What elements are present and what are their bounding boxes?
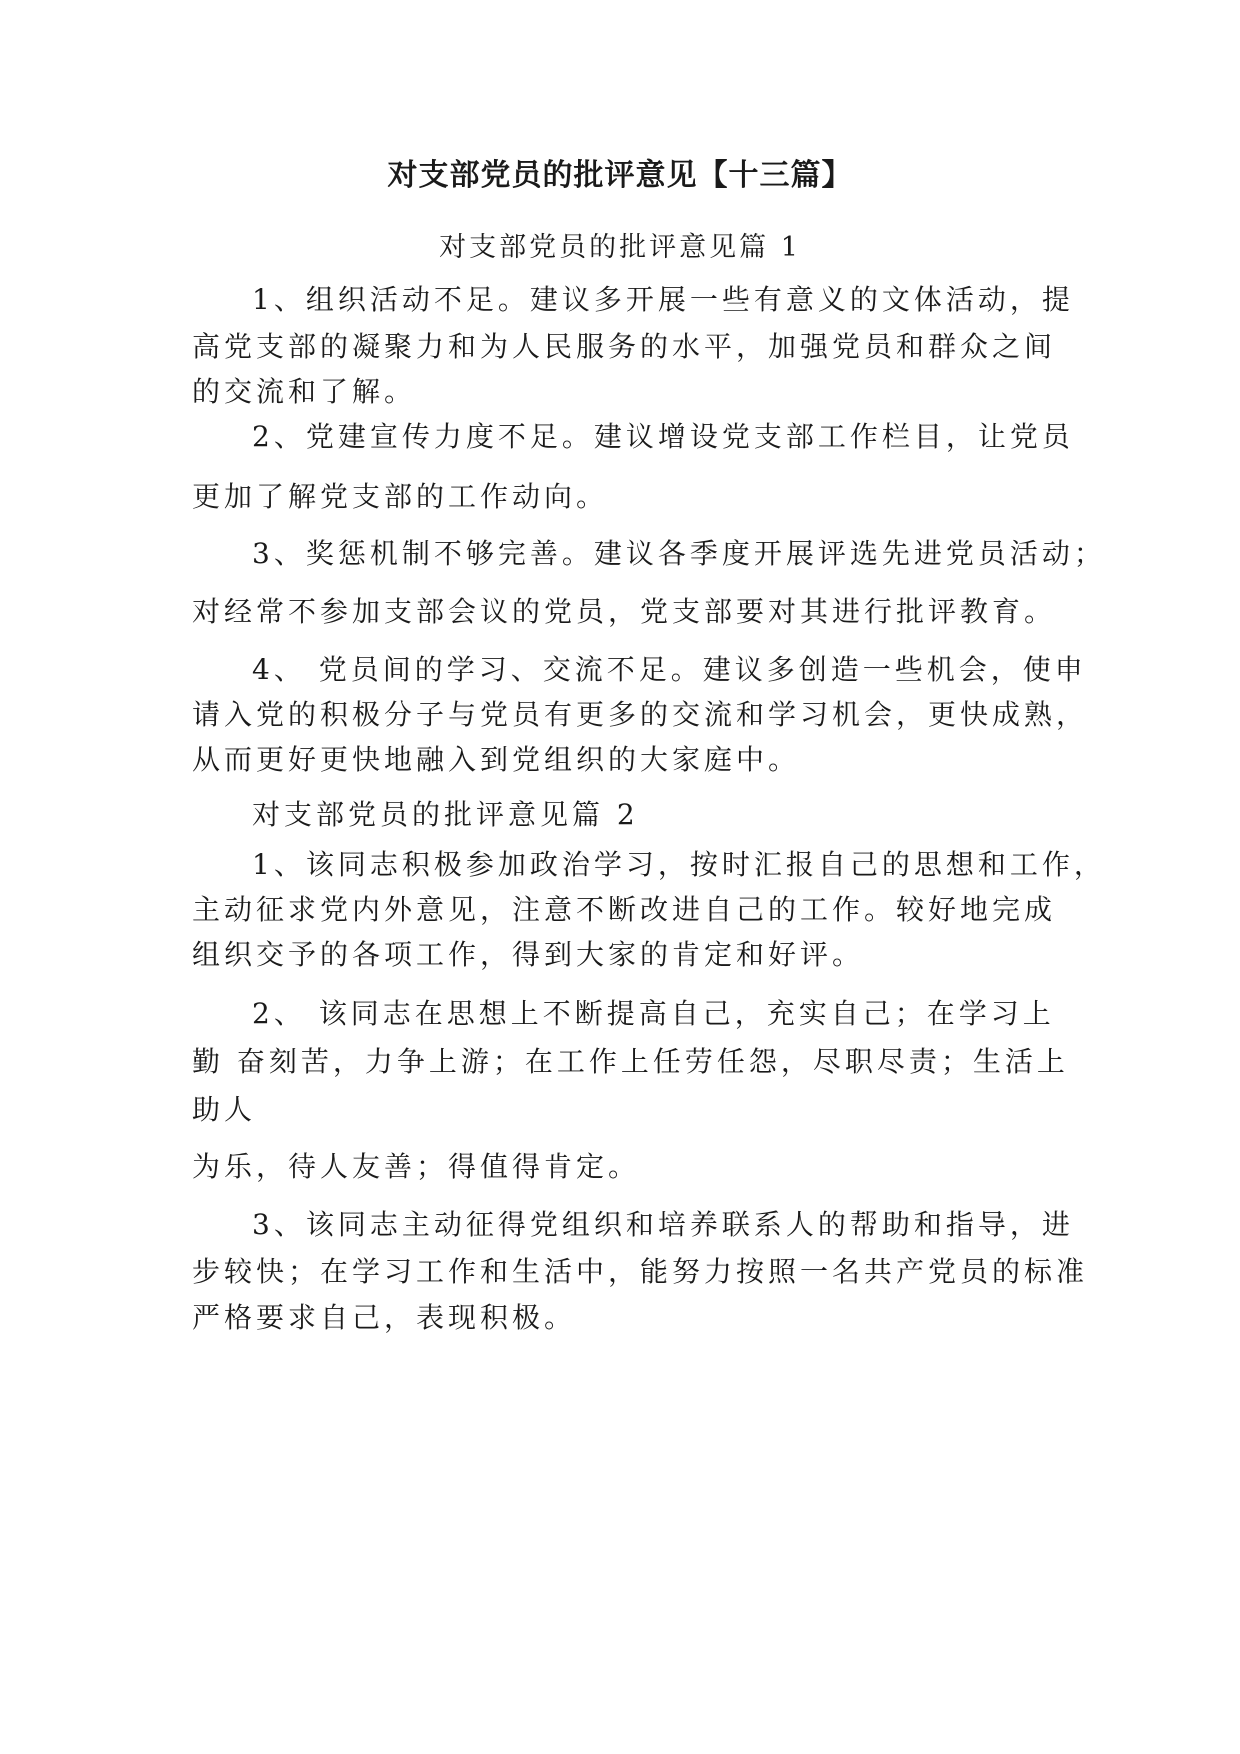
paragraph-line: 对经常不参加支部会议的党员，党支部要对其进行批评教育。 [192,595,1057,628]
paragraph-line: 助人 [192,1093,257,1126]
section-heading-1: 对支部党员的批评意见篇 1 [439,232,801,263]
paragraph-line: 严格要求自己，表现积极。 [192,1301,577,1334]
paragraph-line: 步较快；在学习工作和生活中，能努力按照一名共产党员的标准 [192,1255,1089,1288]
paragraph-line: 4、 党员间的学习、交流不足。建议多创造一些机会，使申 [252,653,1087,686]
paragraph-line: 1、该同志积极参加政治学习，按时汇报自己的思想和工作， [252,848,1106,881]
paragraph-line: 组织交予的各项工作，得到大家的肯定和好评。 [192,938,865,971]
paragraph-line: 3、该同志主动征得党组织和培养联系人的帮助和指导，进 [252,1208,1074,1241]
paragraph-line: 从而更好更快地融入到党组织的大家庭中。 [192,743,801,776]
section-heading-2: 对支部党员的批评意见篇 2 [252,798,639,831]
paragraph-line: 主动征求党内外意见，注意不断改进自己的工作。较好地完成 [192,893,1057,926]
paragraph-line: 更加了解党支部的工作动向。 [192,480,609,513]
paragraph-line: 为乐，待人友善；得值得肯定。 [192,1150,641,1183]
paragraph-line: 3、奖惩机制不够完善。建议各季度开展评选先进党员活动； [252,537,1106,570]
paragraph-line: 2、党建宣传力度不足。建议增设党支部工作栏目，让党员 [252,420,1074,453]
paragraph-line: 的交流和了解。 [192,375,417,408]
paragraph-line: 2、 该同志在思想上不断提高自己，充实自己；在学习上 [252,997,1055,1030]
document-title: 对支部党员的批评意见【十三篇】 [387,158,853,193]
paragraph-line: 1、组织活动不足。建议多开展一些有意义的文体活动，提 [252,283,1074,316]
paragraph-line: 请入党的积极分子与党员有更多的交流和学习机会，更快成熟， [192,698,1089,731]
paragraph-line: 勤 奋刻苦，力争上游；在工作上任劳任怨，尽职尽责；生活上 [192,1045,1069,1078]
paragraph-line: 高党支部的凝聚力和为人民服务的水平，加强党员和群众之间 [192,330,1057,363]
